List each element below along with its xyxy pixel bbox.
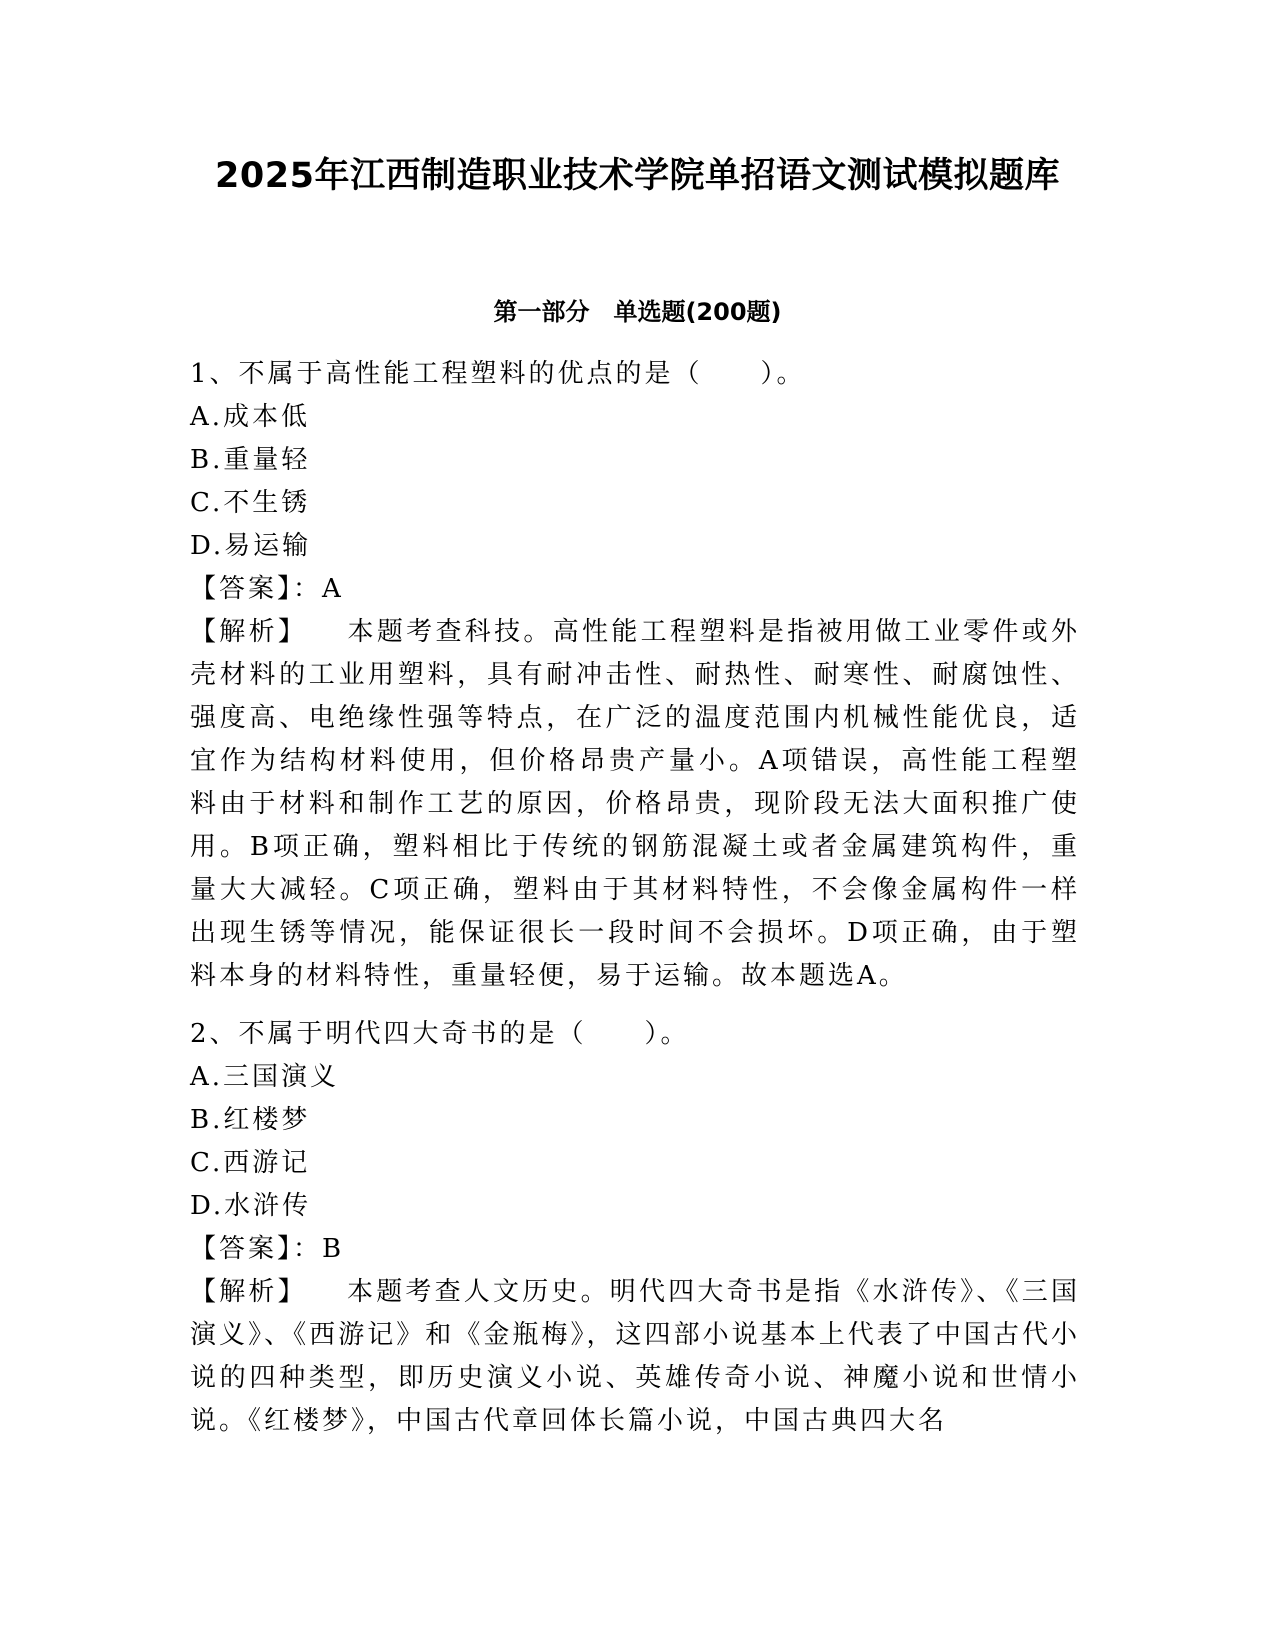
option-a: A.三国演义: [190, 1062, 340, 1092]
explanation-text: 本题考查人文历史。明代四大奇书是指《水浒传》、《三国演义》、《西游记》和《金瓶梅》，这四部小说基本上代表了中国古代小说的四种类型，即历史演义小说、英雄传奇小说、神魔小说和世情小说。《红楼梦》，中国古代章回体长篇小说，中国古典四大名: [190, 1277, 1080, 1436]
explanation: [190, 611, 1080, 998]
answer-label: 【答案】：: [190, 1234, 323, 1264]
answer-value: B: [322, 1234, 345, 1264]
option-b: B.重量轻: [190, 445, 311, 475]
question-list: [190, 353, 1080, 1443]
answer-value: A: [322, 574, 344, 604]
answer-line: [190, 1228, 1080, 1271]
answer-label: 【答案】：: [190, 574, 323, 604]
option-c: C.西游记: [190, 1148, 311, 1178]
question-stem: 2、不属于明代四大奇书的是（ ）。: [190, 1019, 690, 1049]
question-2: [190, 1013, 1080, 1443]
section-title: 第一部分 单选题(200题): [493, 298, 782, 326]
explanation: [190, 1271, 1080, 1443]
explanation-label: 【解析】: [190, 1277, 307, 1307]
question-stem: 1、不属于高性能工程塑料的优点的是（ ）。: [190, 359, 806, 389]
question-1: [190, 353, 1080, 998]
answer-line: [190, 568, 1080, 611]
explanation-text: 本题考查科技。高性能工程塑料是指被用做工业零件或外壳材料的工业用塑料，具有耐冲击性、耐热性、耐寒性、耐腐蚀性、强度高、电绝缘性强等特点，在广泛的温度范围内机械性能优良，适宜作为结构材料使用，但价格昂贵产量小。A项错误，高性能工程塑料由于材料和制作工艺的原因，价格昂贵，现阶段无法大面积推广使用。B项正确，塑料相比于传统的钢筋混凝土或者金属建筑构件，重量大大减轻。C项正确，塑料由于其材料特性，不会像金属构件一样出现生锈等情况，能保证很长一段时间不会损坏。D项正确，由于塑料本身的材料特性，重量轻便，易于运输。故本题选A。: [190, 617, 1080, 991]
option-b: B.红楼梦: [190, 1105, 311, 1135]
option-c: C.不生锈: [190, 488, 311, 518]
option-d: D.水浒传: [190, 1191, 312, 1221]
explanation-label: 【解析】: [190, 617, 308, 647]
option-a: A.成本低: [190, 402, 311, 432]
document-title: 2025年江西制造职业技术学院单招语文测试模拟题库: [215, 156, 1060, 196]
option-d: D.易运输: [190, 531, 312, 561]
